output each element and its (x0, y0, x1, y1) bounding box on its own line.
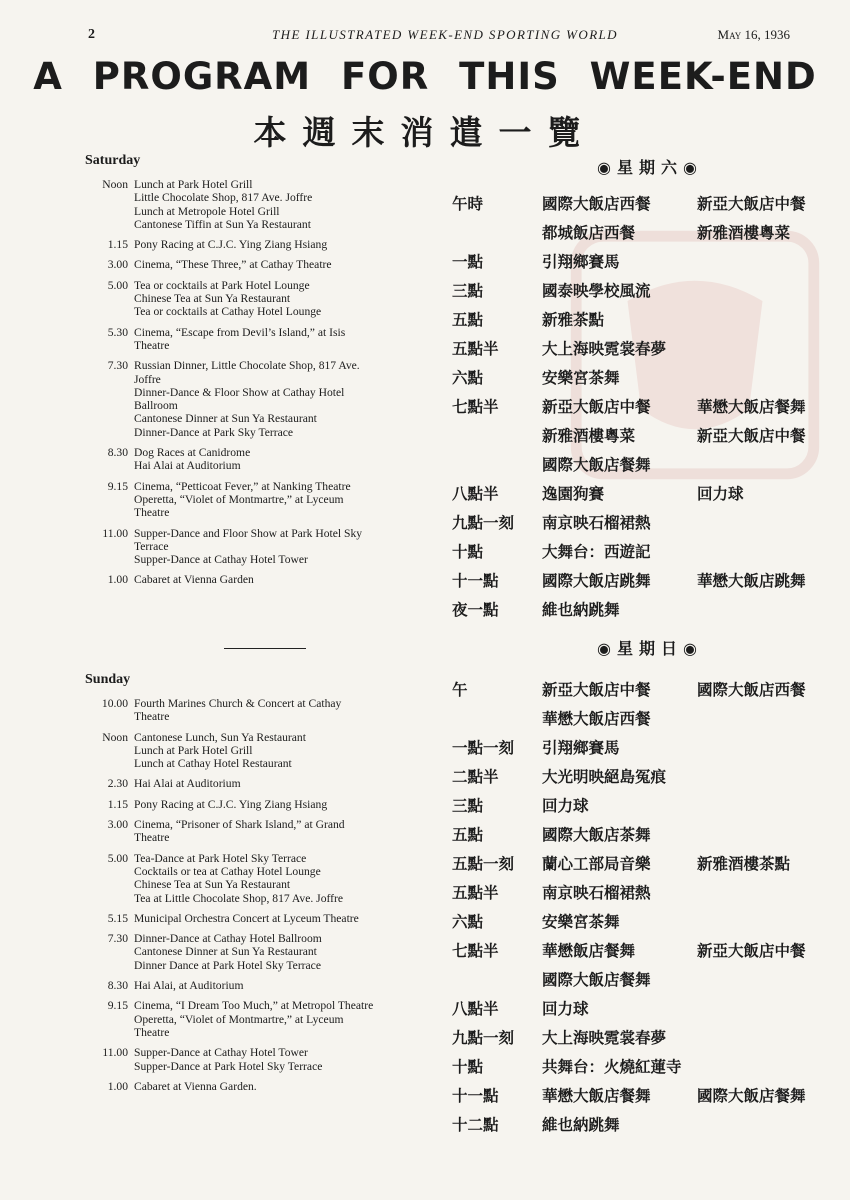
chinese-venue: 共舞台：火燒紅蓮寺 (542, 1056, 682, 1076)
entry-line: Terrace (134, 539, 169, 553)
chinese-venue: 國際大飯店餐舞 (542, 454, 651, 474)
schedule-entry (84, 999, 444, 1039)
entry-line: Dinner-Dance at Cathay Hotel Ballroom (134, 932, 322, 946)
entry-time: 5.30 (107, 325, 128, 339)
chinese-venue: 國際大飯店西餐 (542, 193, 651, 213)
chinese-venue: 維也納跳舞 (542, 599, 620, 619)
schedule-entry (84, 279, 444, 319)
chinese-row (452, 761, 832, 790)
chinese-row (452, 935, 832, 964)
entry-line: Dinner-Dance & Floor Show at Cathay Hotel (134, 385, 345, 399)
page-title-english: A PROGRAM FOR THIS WEEK-END (33, 55, 817, 98)
schedule-entry (84, 912, 444, 925)
entry-time: 8.30 (107, 446, 128, 460)
chinese-row (452, 507, 832, 536)
chinese-row (452, 732, 832, 761)
chinese-time: 夜一點 (452, 599, 499, 619)
schedule-entry (84, 979, 444, 992)
schedule-entry (84, 326, 444, 353)
day-label-sunday: Sunday (85, 672, 131, 687)
chinese-venue: 華懋飯店餐舞 (542, 940, 636, 960)
entry-time: 5.00 (107, 851, 128, 865)
schedule-entry (84, 1080, 444, 1093)
chinese-time: 九點一刻 (452, 1027, 515, 1047)
chinese-time: 午時 (452, 193, 484, 213)
chinese-row (452, 391, 832, 420)
chinese-venue: 國際大飯店西餐 (697, 679, 806, 699)
chinese-header-sunday: ◉星期日◉ (597, 639, 703, 658)
chinese-row (452, 565, 832, 594)
chinese-time: 十一點 (452, 570, 499, 590)
entry-items (134, 697, 444, 724)
chinese-venue: 國際大飯店跳舞 (542, 570, 651, 590)
chinese-row (452, 217, 832, 246)
entry-items (134, 178, 444, 231)
chinese-row (452, 449, 832, 478)
entry-line: Lunch at Park Hotel Grill (134, 743, 253, 757)
chinese-venue: 新亞大飯店中餐 (697, 940, 806, 960)
schedule-entry (84, 1046, 444, 1073)
chinese-venue: 大光明映絕島冤痕 (542, 766, 667, 786)
entry-line: Theatre (134, 338, 170, 352)
chinese-time: 十二點 (452, 1114, 499, 1134)
entry-time: 2.30 (107, 777, 128, 791)
schedule-entry (84, 697, 444, 724)
entry-line: Supper-Dance at Park Hotel Sky Terrace (134, 1059, 323, 1073)
entry-line: Hai Alai at Auditorium (134, 777, 241, 791)
entry-line: Pony Racing at C.J.C. Ying Ziang Hsiang (134, 797, 328, 811)
chinese-row (452, 246, 832, 275)
chinese-schedule-sunday (452, 674, 832, 1138)
chinese-venue: 回力球 (542, 998, 589, 1018)
entry-items (134, 912, 444, 925)
entry-line: Dog Races at Canidrome (134, 446, 251, 460)
entry-items (134, 326, 444, 353)
entry-line: Theatre (134, 506, 170, 520)
chinese-time: 午 (452, 679, 468, 699)
chinese-time: 一點一刻 (452, 737, 515, 757)
entry-items (134, 480, 444, 520)
entry-line: Cantonese Dinner at Sun Ya Restaurant (134, 412, 317, 426)
entry-time: 3.00 (107, 818, 128, 832)
entry-time: 10.00 (101, 697, 128, 710)
chinese-row (452, 188, 832, 217)
chinese-time: 五點 (452, 309, 484, 329)
entry-line: Tea or cocktails at Cathay Hotel Lounge (134, 305, 322, 319)
chinese-venue: 華懋大飯店餐舞 (697, 396, 806, 416)
chinese-time: 六點 (452, 367, 484, 387)
entry-line: Tea at Little Chocolate Shop, 817 Ave. Joffre (134, 891, 344, 905)
chinese-venue: 南京映石榴裙熱 (542, 512, 651, 532)
chinese-venue: 國際大飯店餐舞 (542, 969, 651, 989)
entry-line: Cantonese Tiffin at Sun Ya Restaurant (134, 217, 311, 231)
schedule-entry (84, 731, 444, 771)
chinese-venue: 新亞大飯店中餐 (697, 193, 806, 213)
page-title-chinese: 本週末消遣一覽 (253, 113, 597, 152)
chinese-venue: 新雅酒樓茶點 (697, 853, 791, 873)
entry-items (134, 852, 444, 905)
entry-time: 1.00 (107, 1079, 128, 1093)
entry-line: Ballroom (134, 399, 178, 413)
chinese-row (452, 536, 832, 565)
entry-line: Cinema, “Prisoner of Shark Island,” at Grand (134, 818, 345, 832)
chinese-time: 十點 (452, 541, 484, 561)
chinese-venue: 都城飯店西餐 (542, 222, 636, 242)
chinese-venue: 安樂宮茶舞 (542, 911, 620, 931)
entry-time: 1.15 (107, 797, 128, 811)
schedule-entry (84, 178, 444, 231)
entry-items (134, 446, 444, 473)
entry-line: Pony Racing at C.J.C. Ying Ziang Hsiang (134, 238, 328, 252)
chinese-time: 十一點 (452, 1085, 499, 1105)
entry-line: Municipal Orchestra Concert at Lyceum Theatre (134, 911, 359, 925)
entry-line: Cantonese Dinner at Sun Ya Restaurant (134, 945, 317, 959)
chinese-row (452, 1051, 832, 1080)
chinese-row (452, 906, 832, 935)
chinese-time: 六點 (452, 911, 484, 931)
chinese-row (452, 275, 832, 304)
chinese-schedule-saturday (452, 188, 832, 623)
entry-line: Cantonese Lunch, Sun Ya Restaurant (134, 730, 306, 744)
english-schedule-saturday (84, 178, 444, 594)
chinese-row (452, 362, 832, 391)
issue-date: May 16, 1936 (717, 27, 790, 42)
entry-line: Dinner-Dance at Park Sky Terrace (134, 425, 294, 439)
entry-line: Operetta, “Violet of Montmartre,” at Lyceum (134, 1012, 344, 1026)
entry-line: Theatre (134, 1025, 170, 1039)
chinese-time: 三點 (452, 795, 484, 815)
chinese-time: 五點一刻 (452, 853, 515, 873)
entry-line: Russian Dinner, Little Chocolate Shop, 817 Ave. (134, 359, 360, 373)
schedule-entry (84, 852, 444, 905)
entry-line: Chinese Tea at Sun Ya Restaurant (134, 292, 291, 306)
schedule-entry (84, 573, 444, 586)
entry-line: Cinema, “These Three,” at Cathay Theatre (134, 258, 332, 272)
entry-line: Cocktails or tea at Cathay Hotel Lounge (134, 864, 321, 878)
entry-time: 7.30 (107, 932, 128, 946)
chinese-venue: 大上海映霓裳春夢 (542, 1027, 667, 1047)
masthead-row (70, 20, 820, 44)
chinese-venue: 安樂宮茶舞 (542, 367, 620, 387)
entry-line: Theatre (134, 831, 170, 845)
chinese-row (452, 1109, 832, 1138)
entry-items (134, 527, 444, 567)
chinese-row (452, 877, 832, 906)
schedule-entry (84, 932, 444, 972)
chinese-row (452, 478, 832, 507)
chinese-time: 五點半 (452, 882, 499, 902)
chinese-venue: 逸園狗賽 (542, 483, 605, 503)
day-label-saturday: Saturday (85, 153, 141, 168)
chinese-venue: 新雅酒樓粵菜 (697, 222, 791, 242)
entry-time: 1.00 (107, 573, 128, 587)
chinese-time: 七點半 (452, 940, 499, 960)
schedule-entry (84, 527, 444, 567)
schedule-entry (84, 480, 444, 520)
entry-line: Supper-Dance at Cathay Hotel Tower (134, 1046, 308, 1060)
chinese-row (452, 1022, 832, 1051)
entry-line: Supper-Dance and Floor Show at Park Hotel Sky (134, 526, 363, 540)
entry-line: Little Chocolate Shop, 817 Ave. Joffre (134, 191, 313, 205)
entry-line: Tea-Dance at Park Hotel Sky Terrace (134, 851, 307, 865)
schedule-entry (84, 818, 444, 845)
entry-time: 5.00 (107, 278, 128, 292)
entry-line: Tea or cocktails at Park Hotel Lounge (134, 278, 310, 292)
chinese-row (452, 993, 832, 1022)
entry-line: Hai Alai at Auditorium (134, 459, 241, 473)
entry-line: Cabaret at Vienna Garden (134, 573, 254, 587)
schedule-entry (84, 238, 444, 251)
chinese-row (452, 333, 832, 362)
entry-line: Cinema, “I Dream Too Much,” at Metropol Theatre (134, 999, 374, 1013)
entry-items (134, 279, 444, 319)
chinese-time: 二點半 (452, 766, 499, 786)
chinese-venue: 維也納跳舞 (542, 1114, 620, 1134)
english-schedule-sunday (84, 697, 444, 1100)
entry-line: Dinner Dance at Park Hotel Sky Terrace (134, 958, 321, 972)
entry-time: 7.30 (107, 359, 128, 373)
entry-line: Joffre (134, 372, 161, 386)
chinese-header-saturday: ◉星期六◉ (597, 158, 703, 177)
chinese-venue: 新亞大飯店中餐 (697, 425, 806, 445)
schedule-entry (84, 777, 444, 790)
chinese-row (452, 674, 832, 703)
chinese-time: 五點 (452, 824, 484, 844)
entry-line: Fourth Marines Church & Concert at Cathay (134, 697, 342, 710)
entry-line: Cinema, “Petticoat Fever,” at Nanking Theatre (134, 479, 351, 493)
chinese-row (452, 790, 832, 819)
entry-time: 3.00 (107, 258, 128, 272)
entry-items (134, 777, 444, 790)
chinese-venue: 新亞大飯店中餐 (542, 679, 651, 699)
chinese-venue: 國際大飯店餐舞 (697, 1085, 806, 1105)
entry-items (134, 258, 444, 271)
entry-line: Supper-Dance at Cathay Hotel Tower (134, 553, 308, 567)
chinese-venue: 國際大飯店茶舞 (542, 824, 651, 844)
entry-time: 11.00 (102, 1046, 128, 1060)
entry-line: Hai Alai, at Auditorium (134, 979, 244, 993)
entry-items (134, 238, 444, 251)
chinese-venue: 回力球 (542, 795, 589, 815)
chinese-venue: 新亞大飯店中餐 (542, 396, 651, 416)
entry-line: Cinema, “Escape from Devil’s Island,” at Isis (134, 325, 346, 339)
entry-items (134, 999, 444, 1039)
chinese-row (452, 1080, 832, 1109)
schedule-entry (84, 359, 444, 439)
entry-time: 9.15 (107, 479, 128, 493)
chinese-venue: 南京映石榴裙熱 (542, 882, 651, 902)
chinese-venue: 引翔鄉賽馬 (542, 737, 620, 757)
chinese-time: 十點 (452, 1056, 484, 1076)
entry-time: Noon (102, 730, 128, 744)
chinese-row (452, 420, 832, 449)
chinese-venue: 國泰映學校風流 (542, 280, 651, 300)
entry-items (134, 932, 444, 972)
chinese-venue: 華懋大飯店餐舞 (542, 1085, 651, 1105)
chinese-row (452, 964, 832, 993)
chinese-venue: 回力球 (697, 483, 744, 503)
chinese-row (452, 703, 832, 732)
entry-items (134, 359, 444, 439)
entry-line: Cabaret at Vienna Garden. (134, 1079, 257, 1093)
schedule-entry (84, 446, 444, 473)
chinese-time: 八點半 (452, 998, 499, 1018)
chinese-row (452, 848, 832, 877)
chinese-time: 一點 (452, 251, 484, 271)
entry-items (134, 731, 444, 771)
chinese-venue: 新雅酒樓粵菜 (542, 425, 636, 445)
entry-items (134, 979, 444, 992)
entry-line: Theatre (134, 710, 170, 724)
chinese-venue: 新雅茶點 (542, 309, 605, 329)
masthead-title: THE ILLUSTRATED WEEK-END SPORTING WORLD (272, 27, 618, 42)
chinese-venue: 華懋大飯店跳舞 (697, 570, 806, 590)
chinese-venue: 華懋大飯店西餐 (542, 708, 651, 728)
entry-line: Lunch at Metropole Hotel Grill (134, 204, 280, 218)
entry-line: Lunch at Cathay Hotel Restaurant (134, 757, 292, 771)
chinese-time: 七點半 (452, 396, 499, 416)
chinese-venue: 大舞台：西遊記 (542, 541, 651, 561)
schedule-entry (84, 798, 444, 811)
entry-items (134, 1080, 444, 1093)
chinese-row (452, 819, 832, 848)
schedule-entry (84, 258, 444, 271)
section-divider (224, 648, 306, 649)
chinese-venue: 大上海映霓裳春夢 (542, 338, 667, 358)
entry-time: 8.30 (107, 979, 128, 993)
chinese-time: 八點半 (452, 483, 499, 503)
entry-line: Chinese Tea at Sun Ya Restaurant (134, 878, 291, 892)
entry-time: 1.15 (107, 238, 128, 252)
entry-time: Noon (102, 178, 128, 191)
page-number: 2 (88, 27, 95, 42)
entry-items (134, 798, 444, 811)
entry-items (134, 818, 444, 845)
chinese-venue: 蘭心工部局音樂 (542, 853, 651, 873)
chinese-row (452, 594, 832, 623)
entry-time: 5.15 (107, 911, 128, 925)
chinese-time: 三點 (452, 280, 484, 300)
entry-line: Lunch at Park Hotel Grill (134, 178, 253, 191)
chinese-time: 九點一刻 (452, 512, 515, 532)
chinese-time: 五點半 (452, 338, 499, 358)
entry-items (134, 573, 444, 586)
chinese-row (452, 304, 832, 333)
entry-time: 11.00 (102, 526, 128, 540)
entry-line: Operetta, “Violet of Montmartre,” at Lyceum (134, 492, 344, 506)
entry-items (134, 1046, 444, 1073)
chinese-venue: 引翔鄉賽馬 (542, 251, 620, 271)
entry-time: 9.15 (107, 999, 128, 1013)
